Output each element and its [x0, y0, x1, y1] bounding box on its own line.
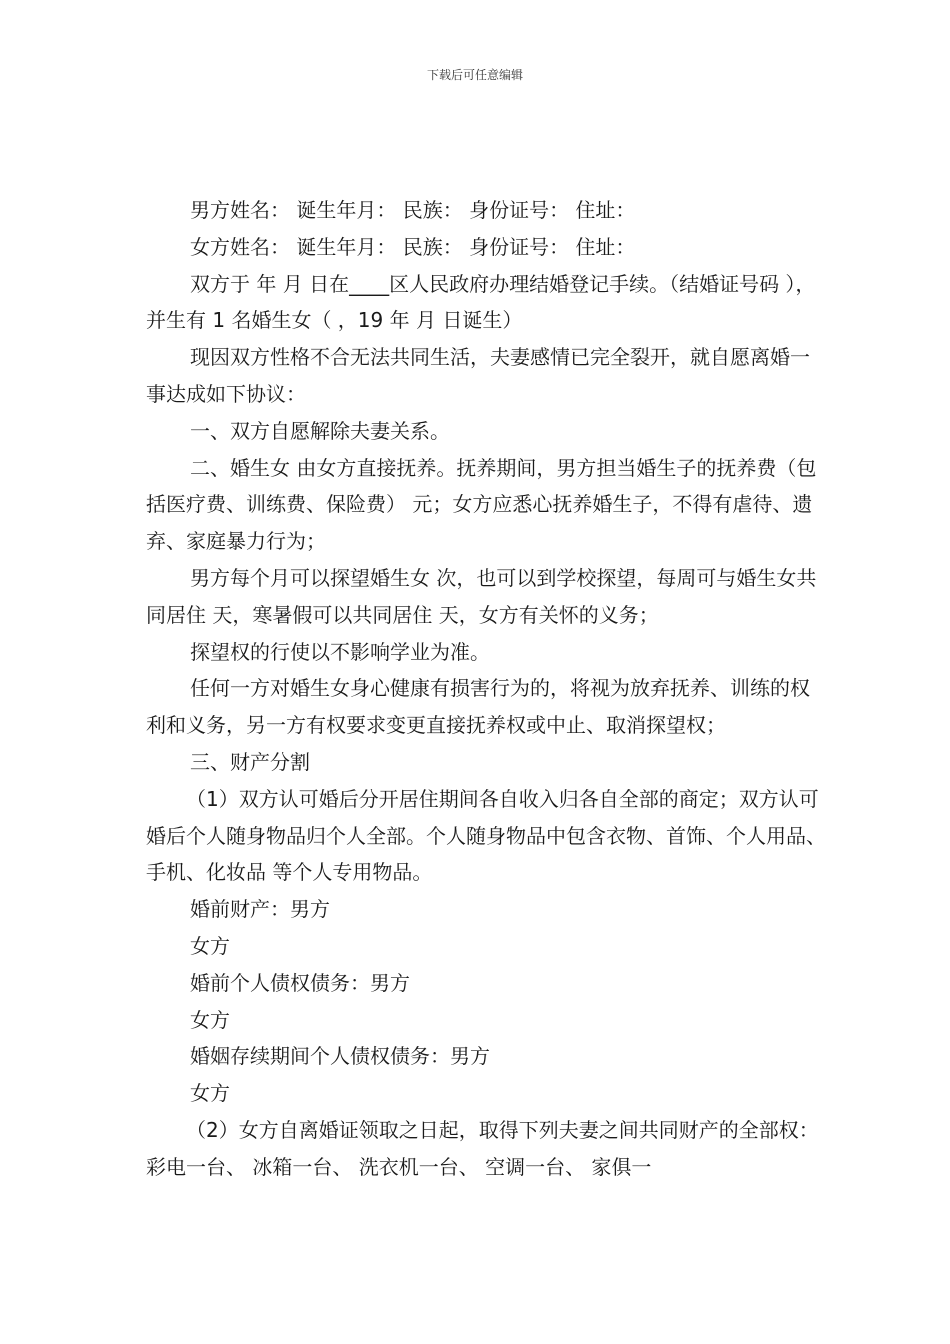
page-header-note: 下载后可任意编辑 [426, 68, 523, 82]
paragraph-premarital-property-female: 女方 [190, 933, 230, 958]
paragraph-visitation-rule: 探望权的行使以不影响学业为准。 [190, 639, 490, 664]
document-body [146, 192, 826, 1186]
paragraph-property-1: （1）双方认可婚后分开居住期间各自收入归各自全部的商定；双方认可婚后个人随身物品归个人全部。个人随身物品中包含衣物、首饰、个人用品、手机、化妆品 等个人专用物品。 [146, 786, 826, 885]
paragraph-premarital-property: 婚前财产：男方 [190, 897, 330, 922]
paragraph-premarital-debt: 婚前个人债权债务：男方 [190, 970, 410, 995]
paragraph-clause-3-title: 三、财产分割 [190, 749, 310, 774]
paragraph-marriage-registration: 双方于 年 月 日在____区人民政府办理结婚登记手续。（结婚证号码 ），并生有 1 名婚生女（ ，19 年 月 日诞生） [146, 271, 816, 333]
paragraph-clause-1: 一、双方自愿解除夫妻关系。 [190, 418, 450, 443]
paragraph-divorce-reason: 现因双方性格不合无法共同生活，夫妻感情已完全裂开，就自愿离婚一事达成如下协议： [146, 345, 810, 406]
paragraph-premarital-debt-female: 女方 [190, 1007, 230, 1032]
paragraph-property-2: （2）女方自离婚证领取之日起，取得下列夫妻之间共同财产的全部权：彩电一台、 冰箱一台、 洗衣机一台、 空调一台、 家俱一 [146, 1117, 819, 1179]
paragraph-visitation: 男方每个月可以探望婚生女 次，也可以到学校探望，每周可与婚生女共同居住 天，寒暑假可以共同居住 天，女方有关怀的义务； [146, 565, 817, 627]
paragraph-marital-debt-female: 女方 [190, 1081, 230, 1106]
paragraph-female-info: 女方姓名： 诞生年月： 民族： 身份证号： 住址： [190, 234, 636, 259]
paragraph-marital-debt: 婚姻存续期间个人债权债务：男方 [190, 1044, 490, 1069]
paragraph-male-info: 男方姓名： 诞生年月： 民族： 身份证号： 住址： [190, 198, 636, 222]
paragraph-harm-clause: 任何一方对婚生女身心健康有损害行为的，将视为放弃抚养、训练的权利和义务，另一方有权要求变更直接抚养权或中止、取消探望权； [146, 676, 810, 738]
paragraph-clause-2: 二、婚生女 由女方直接抚养。抚养期间，男方担当婚生子的抚养费（包括医疗费、训练费、保险费） 元；女方应悉心抚养婚生子，不得有虐待、遗弃、家庭暴力行为； [146, 455, 817, 554]
